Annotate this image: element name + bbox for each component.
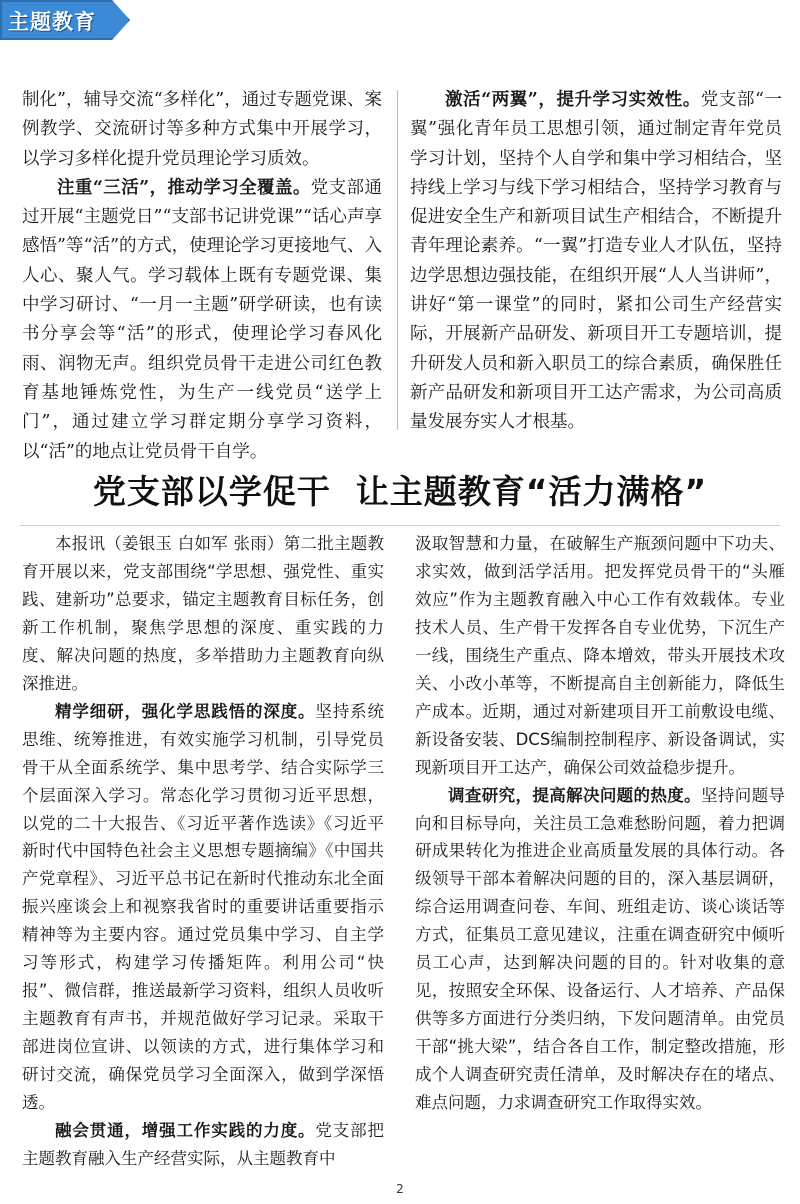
paragraph-lead: 注重“三活”，推动学习全覆盖。 — [57, 177, 311, 198]
paragraph: 制化”，辅导交流“多样化”，通过专题党课、案例教学、交流研讨等多种方式集中开展学习，以学习多样化提升党员理论学习质效。 — [22, 90, 382, 169]
paragraph-lead: 激活“两翼”，提升学习实效性。 — [445, 90, 701, 110]
paragraph: 本报讯（姜银玉 白如军 张雨）第二批主题教育开展以来，党支部围绕“学思想、强党性、重实践、建新功”总要求，锚定主题教育目标任务，创新工作机制，聚焦学思想的深度、重实践的力度、解决问题的热度，多举措助力主题教育向纵深推进。 — [22, 534, 384, 693]
paragraph-body: 党支部“一翼”强化青年员工思想引领，通过制定青年党员学习计划，坚持个人自学和集中学习相结合，坚持线上学习与线下学习相结合，坚持学习教育与促进安全生产和新项目试生产相结合，不断提升青年理论素养。“一翼”打造专业人才队伍，坚持边学思想边强技能，在组织开展“人人当讲师”，讲好“第一课堂”的同时，紧扣公司生产经营实际，开展新产品研发、新项目开工专题培训，提升研发人员和新入职员工的综合素质，确保胜任新产品研发和新项目开工达产需求，为公司高质量发展夯实人才根基。 — [410, 90, 782, 433]
top-left-column — [22, 86, 382, 467]
top-right-column — [410, 86, 782, 438]
paragraph-lead: 精学细研，强化学思践悟的深度。 — [55, 701, 316, 721]
paragraph-lead: 调查研究，提高解决问题的热度。 — [448, 785, 702, 805]
page-number: 2 — [396, 1182, 404, 1196]
paragraph-body: 党支部通过开展“主题党日”“支部书记讲党课”“话心声享感悟”等“活”的方式，使理论学习更接地气、入人心、聚人气。学习载体上既有专题党课、集中学习研讨、“一月一主题”研学研读，也有读书分享会等“活”的形式，使理论学习春风化雨、润物无声。组织党员骨干走进公司红色教育基地锤炼党性，为生产一线党员“送学上门”，通过建立学习群定期分享学习资料，以“活”的地点让党员骨干自学。 — [22, 177, 382, 462]
column-divider — [397, 90, 398, 430]
bottom-right-column — [415, 530, 785, 1117]
paragraph — [22, 1117, 384, 1173]
paragraph — [22, 698, 384, 1117]
paragraph — [415, 782, 785, 1117]
paragraph: 汲取智慧和力量，在破解生产瓶颈问题中下功夫、求实效，做到活学活用。把发挥党员骨干的“头雁效应”作为主题教育融入中心工作有效载体。专业技术人员、生产骨干发挥各自专业优势，下沉生产一线，围绕生产重点、降本增效，带头开展技术攻关、小改小革等，不断提高自主创新能力，降低生产成本。近期，通过对新建项目开工前敷设电缆、新设备安装、DCS编制控制程序、新设备调试，实现新项目开工达产，确保公司效益稳步提升。 — [415, 534, 785, 777]
article-headline: 党支部以学促干 让主题教育“活力满格” — [92, 472, 708, 511]
paragraph-body: 坚持问题导向和目标导向，关注员工急难愁盼问题，着力把调研成果转化为推进企业高质量发展的具体行动。各级领导干部本着解决问题的目的，深入基层调研，综合运用调查问卷、车间、班组走访、谈心谈话等方式，征集员工意见建议，注重在调查研究中倾听员工心声，达到解决问题的目的。针对收集的意见，按照安全环保、设备运行、人才培养、产品保供等多方面进行分类归纳，下发问题清单。由党员干部“挑大梁”，结合各自工作，制定整改措施，形成个人调查研究责任清单，及时解决存在的堵点、难点问题，力求调查研究工作取得实效。 — [415, 785, 786, 1113]
headline-rule — [20, 525, 780, 526]
paragraph — [410, 86, 782, 438]
paragraph-lead: 融会贯通，增强工作实践的力度。 — [55, 1121, 316, 1141]
section-banner-title: 主题教育 — [8, 10, 96, 34]
paragraph-body: 坚持系统思维、统筹推进，有效实施学习机制，引导党员骨干从全面系统学、集中思考学、结合实际学三个层面深入学习。常态化学习贯彻习近平思想，以党的二十大报告、《习近平著作选读》《习近平新时代中国特色社会主义思想专题摘编》《中国共产党章程》、习近平总书记在新时代推动东北全面振兴座谈会上和视察我省时的重要讲话重要指示精神等为主要内容。通过党员集中学习、自主学习等形式，构建学习传播矩阵。利用公司“快报”、微信群，推送最新学习资料，组织人员收听主题教育有声书，并规范做好学习记录。采取干部进岗位宣讲、以领读的方式，进行集体学习和研讨交流，确保党员学习全面深入，做到学深悟透。 — [22, 701, 385, 1113]
paragraph — [22, 174, 382, 467]
paragraph-body: 党支部把主题教育融入生产经营实际，从主题教育中 — [22, 1121, 385, 1168]
bottom-left-column — [22, 530, 384, 1173]
